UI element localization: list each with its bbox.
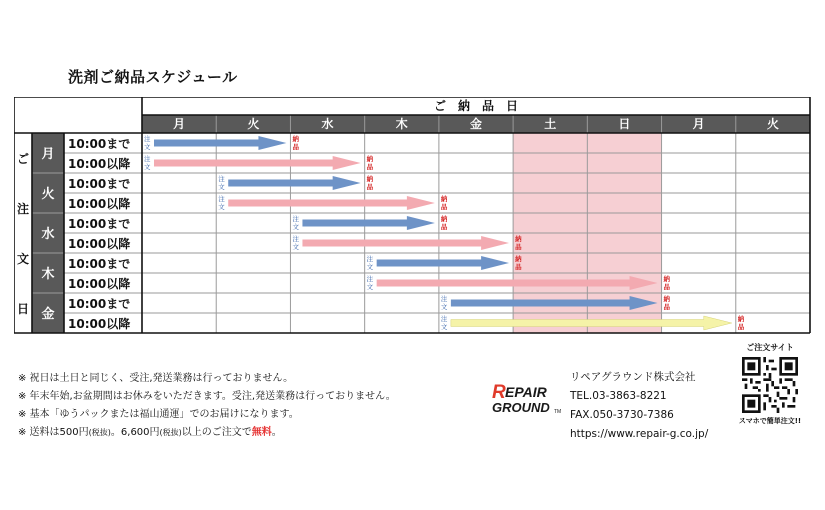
order-label: 注 — [440, 315, 448, 323]
svg-text:EPAIR: EPAIR — [505, 384, 547, 400]
repair-ground-logo — [490, 376, 566, 420]
delivery-label: 品 — [366, 163, 374, 171]
order-label: 文 — [366, 263, 374, 271]
delivery-day-header-8: 火 — [766, 117, 779, 131]
delivery-label: 納 — [515, 235, 522, 243]
delivery-day-header-6: 日 — [618, 117, 631, 131]
delivery-label: 納 — [440, 215, 448, 223]
delivery-label: 品 — [515, 243, 522, 251]
order-day-vertical-char: 注 — [16, 202, 30, 216]
order-day-label: 水 — [41, 227, 55, 242]
order-time-label: 10:00以降 — [68, 277, 131, 291]
order-site-qr — [730, 342, 810, 426]
order-time-label: 10:00まで — [68, 177, 131, 191]
delivery-arrow — [377, 256, 509, 270]
delivery-day-header-1: 火 — [247, 117, 260, 131]
delivery-day-header-2: 水 — [321, 117, 334, 131]
order-label: 文 — [366, 283, 374, 291]
order-time-label: 10:00以降 — [68, 157, 131, 171]
delivery-day-header-3: 木 — [395, 117, 408, 131]
order-time-label: 10:00以降 — [68, 237, 131, 251]
delivery-label: 納 — [663, 275, 671, 283]
delivery-day-header-0: 月 — [173, 117, 186, 131]
order-label: 文 — [144, 163, 151, 171]
qr-caption: スマホで簡単注文!! — [738, 417, 802, 425]
delivery-label: 品 — [292, 143, 299, 151]
order-time-label: 10:00まで — [68, 297, 131, 311]
order-day-vertical-char: 文 — [16, 252, 30, 266]
delivery-day-title: ご 納 品 日 — [433, 99, 519, 113]
order-time-label: 10:00まで — [68, 137, 131, 151]
company-fax: FAX.050-3730-7386 — [570, 409, 674, 421]
order-day-vertical-char: ご — [16, 152, 30, 166]
delivery-day-header-7: 月 — [692, 117, 705, 131]
delivery-day-header-4: 金 — [469, 117, 483, 131]
note-shipping: ※ 送料は500円(税抜)。6,600円(税抜)以上のご注文で無料。 — [18, 427, 282, 438]
qr-title: ご注文サイト — [746, 343, 794, 352]
delivery-arrow — [154, 156, 361, 170]
delivery-label: 納 — [366, 155, 374, 163]
order-day-label: 金 — [41, 307, 55, 322]
order-label: 注 — [144, 135, 151, 143]
svg-text:TM: TM — [554, 409, 562, 415]
notes — [18, 370, 396, 442]
page-title: 洗剤ご納品スケジュール — [68, 68, 238, 86]
order-label: 文 — [440, 303, 448, 311]
delivery-arrow — [302, 216, 434, 230]
delivery-arrow — [228, 176, 360, 190]
free-shipping-label: 無料 — [251, 427, 272, 438]
company-url[interactable]: https://www.repair-g.co.jp/ — [570, 428, 709, 440]
order-time-label: 10:00以降 — [68, 197, 131, 211]
order-label: 文 — [218, 203, 225, 211]
note-carrier: ※ 基本「ゆうパックまたは福山通運」でのお届けになります。 — [18, 409, 299, 420]
order-label: 注 — [440, 295, 448, 303]
delivery-label: 納 — [366, 175, 374, 183]
order-day-vertical-char: 日 — [16, 302, 30, 316]
delivery-arrow — [154, 136, 286, 150]
delivery-schedule-grid — [14, 97, 814, 347]
order-label: 注 — [218, 175, 225, 183]
order-label: 注 — [366, 275, 374, 283]
company-tel: TEL.03-3863-8221 — [570, 390, 667, 402]
svg-text:R: R — [492, 382, 506, 403]
note-holidays: ※ 祝日は土日と同じく、受注,発送業務は行っておりません。 — [18, 373, 294, 384]
order-label: 注 — [144, 155, 151, 163]
delivery-label: 品 — [663, 303, 671, 311]
order-label: 文 — [440, 323, 448, 331]
delivery-label: 品 — [515, 263, 522, 271]
delivery-label: 納 — [515, 255, 522, 263]
delivery-label: 納 — [440, 195, 448, 203]
order-label: 文 — [292, 243, 299, 251]
delivery-day-header-5: 土 — [544, 117, 557, 131]
delivery-label: 品 — [366, 183, 374, 191]
svg-text:GROUND: GROUND — [492, 400, 550, 415]
delivery-label: 品 — [737, 323, 745, 331]
delivery-label: 納 — [292, 135, 299, 143]
company-name: リペアグラウンド株式会社 — [570, 371, 696, 383]
order-time-label: 10:00まで — [68, 257, 131, 271]
company-info — [570, 368, 708, 444]
delivery-arrow — [302, 236, 509, 250]
order-label: 注 — [292, 215, 299, 223]
order-label: 文 — [144, 143, 151, 151]
delivery-label: 品 — [440, 203, 448, 211]
delivery-label: 納 — [737, 315, 745, 323]
order-label: 文 — [292, 223, 299, 231]
order-label: 注 — [292, 235, 299, 243]
order-label: 文 — [218, 183, 225, 191]
order-day-label: 木 — [41, 267, 55, 282]
order-time-label: 10:00以降 — [68, 317, 131, 331]
delivery-label: 品 — [663, 283, 671, 291]
delivery-arrow — [228, 196, 435, 210]
delivery-label: 納 — [663, 295, 671, 303]
delivery-label: 品 — [440, 223, 448, 231]
order-day-label: 月 — [41, 147, 55, 162]
order-label: 注 — [218, 195, 225, 203]
order-time-label: 10:00まで — [68, 217, 131, 231]
qr-code-icon[interactable] — [742, 357, 798, 413]
order-label: 注 — [366, 255, 374, 263]
order-day-label: 火 — [41, 187, 55, 202]
note-new-year: ※ 年末年始,お盆期間はお休みをいただきます。受注,発送業務は行っておりません。 — [18, 391, 396, 402]
